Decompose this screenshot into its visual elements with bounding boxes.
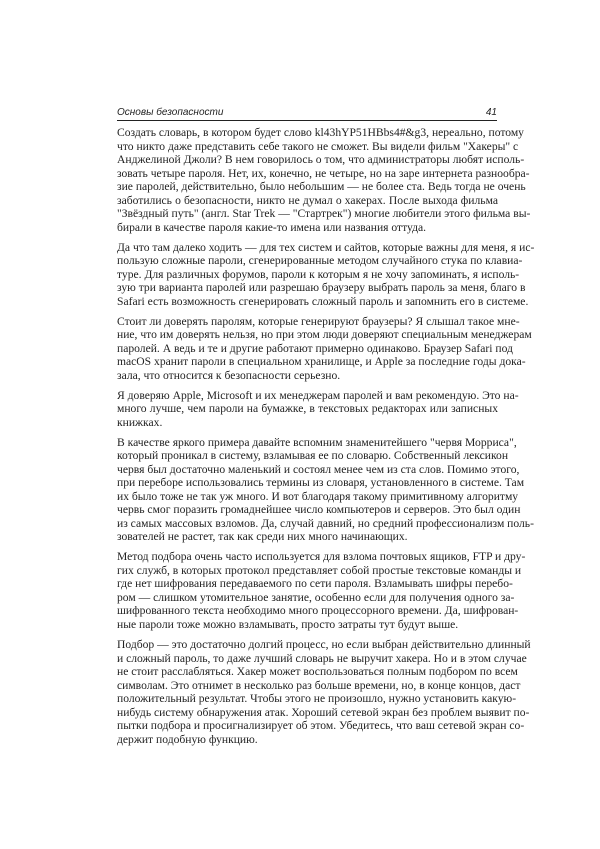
text-line: червя был достаточно маленький и состоял менее чем из ста слов. Помимо этого, [117,462,520,476]
text-line: "Звёздный путь" (англ. Star Trek — "Стартрек") многие любители этого фильма вы- [117,207,531,220]
text-line: Метод подбора очень часто используется для взлома почтовых ящиков, FTP и дру- [117,550,526,564]
text-line: Анджелиной Джоли? В нем говорилось о том, что администраторы любят исполь- [117,153,525,166]
paragraph [117,314,532,383]
text-line: и сложный пароль, то даже лучший словарь не выручит хакера. Но и в этом случае [117,651,527,665]
text-line: ние, что им доверять нельзя, но при этом люди доверяют специальным менеджерам [117,328,532,342]
page-number: 41 [485,107,497,118]
chapter-title: Основы безопасности [117,107,224,118]
text-line: Стоит ли доверять паролям, которые генерируют браузеры? Я слышал такое мне- [117,314,520,328]
text-line: их было тоже не так уж много. И вот благодаря такому примитивному алгоритму [117,489,519,503]
text-line: что никто даже представить себе такого не сможет. Вы видели фильм "Хакеры" с [117,139,519,153]
text-line: бирали в качестве пароля какие-то имена или названия оттуда. [117,220,427,234]
paragraph [117,240,535,309]
text-line: пользую сложные пароли, сгенерированные методом случайного стука по клавиа- [117,254,523,268]
text-line: червь смог поразить громаднейшее число компьютеров и серверов. Это был один [117,503,521,517]
text-line: Да что там далеко ходить — для тех систем и сайтов, которые важны для меня, я ис- [117,240,535,254]
text-line: пытки подбора и просигнализирует об этом. Убедитесь, что ваш сетевой экран со- [117,719,525,733]
text-line: туре. Для различных форумов, пароли к которым я не хочу запоминать, я исполь- [117,267,520,281]
text-line: книжках. [117,415,163,429]
text-line: гих служб, в которых протокол представляет собой простые текстовые команды и [117,563,522,577]
text-line: не стоит расслабляться. Хакер может воспользоваться полным подбором по всем [117,665,518,679]
text-line: ные пароли тоже можно взламывать, просто затраты тут будут выше. [117,617,459,631]
text-line: шифрованного текста необходимо много процессорного времени. Да, шифрован- [117,604,519,618]
text-line: который проникал в систему, взламывая ее по словарю. Собственный лексикон [117,449,509,463]
paragraph [117,435,534,544]
text-line: Safari есть возможность сгенерировать сложный пароль и запомнить его в системе. [117,294,529,308]
paragraph [117,550,526,631]
text-line: паролей. А ведь и те и другие работают примерно одинаково. Браузер Safari под [117,341,513,355]
text-line: Подбор — это достаточно долгий процесс, но если выбран действительно длинный [117,638,531,652]
text-line: положительный результат. Чтобы этого не произошло, нужно установить какую- [117,692,517,706]
paragraph [117,126,531,234]
text-line: macOS хранит пароли в специальном хранилище, и Apple за последние годы дока- [117,355,526,369]
text-line: из самых массовых взломов. Да, случай давний, но средний профессионализм поль- [117,516,534,530]
text-line: заботились о безопасности, никто не думал о хакерах. После выхода фильма [117,193,498,207]
page-body [117,126,535,753]
text-line: зователей не растет, так как среди них много начинающих. [117,530,408,544]
text-line: много лучше, чем пароли на бумажке, в текстовых редакторах или записных [117,402,498,416]
text-line: где нет шифрования передаваемого по сети пароля. Взламывать шифры перебо- [117,577,513,591]
text-line: нибудь систему обнаружения атак. Хороший сетевой экран без проблем выявит по- [117,705,530,719]
paragraph [117,638,531,746]
text-line: зие паролей, действительно, было небольшим — не более ста. Ведь тогда не очень [117,180,526,193]
text-line: держит подобную функцию. [117,732,258,746]
text-line: зую три варианта паролей или разрешаю браузеру выбрать пароль за меня, благо в [117,281,526,295]
text-line: Я доверяю Apple, Microsoft и их менеджерам паролей и вам рекомендую. Это на- [117,388,519,402]
text-line: символам. Это отнимет в несколько раз больше времени, но, в конце концов, даст [117,678,521,692]
text-line: ром — слишком утомительное занятие, особенно если для получения одного за- [117,590,515,604]
text-line: зовать четыре пароля. Нет, их, конечно, не четыре, но на заре интернета разнообра- [117,166,530,180]
text-line: В качестве яркого примера давайте вспомним знаменитейшего "червя Морриса", [117,435,517,449]
text-line: зала, что относится к безопасности серьезно. [117,368,341,382]
text-line: Создать словарь, в котором будет слово kl43hYP51HBbs4#&g3, нереально, потому [117,126,524,139]
paragraph [117,388,519,430]
text-line: при переборе использовались термины из словаря, установленного в системе. Там [117,476,525,490]
running-header [117,105,497,121]
